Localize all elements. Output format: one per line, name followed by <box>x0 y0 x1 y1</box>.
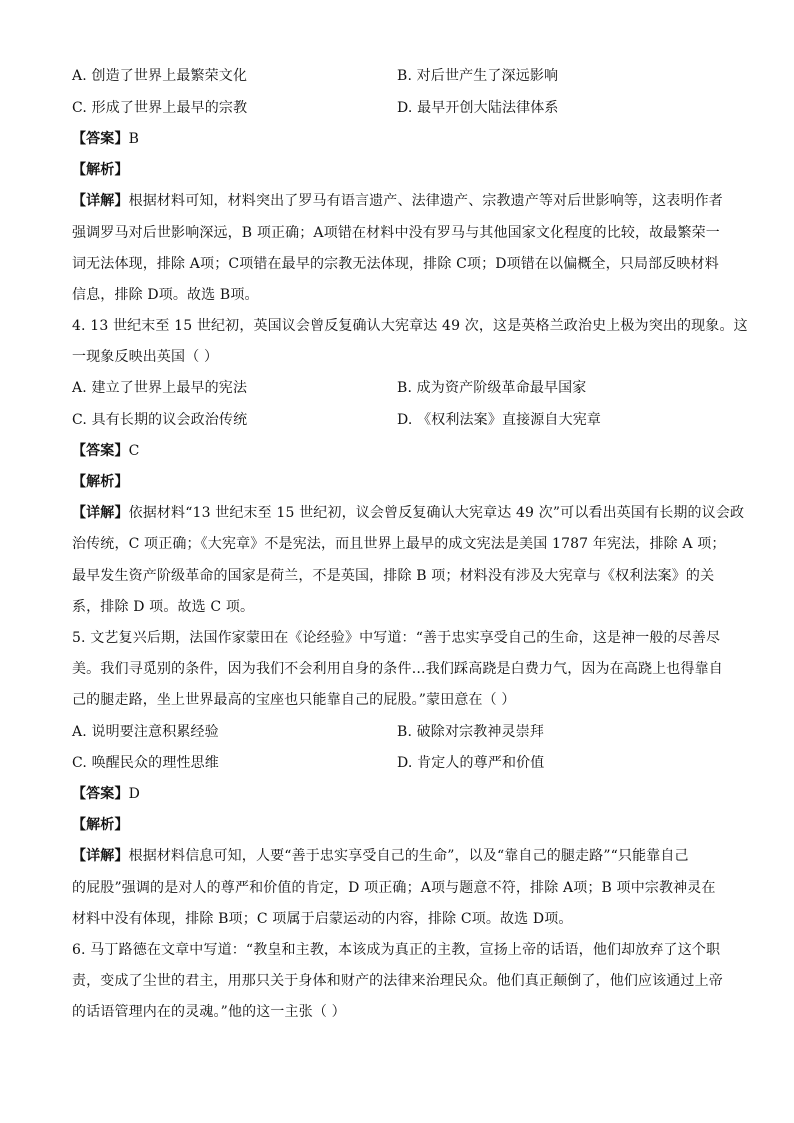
q4-detail-line-1 <box>72 504 745 522</box>
q5-detail-line-1 <box>72 847 732 865</box>
q3-analysis-heading: 【解析】 <box>72 162 129 178</box>
q4-detail-line-4: 系，排除 D 项。故选 C 项。 <box>72 599 255 615</box>
q4-stem-line-1: 4. 13 世纪末至 15 世纪初，英国议会曾反复确认大宪章达 49 次，这是英格兰政治史上极为突出的现象。这 <box>72 318 748 334</box>
answer-value: C <box>128 443 140 459</box>
q3-option-b: B. 对后世产生了深远影响 <box>397 68 559 84</box>
q5-stem-line-1: 5. 文艺复兴后期，法国作家蒙田在《论经验》中写道：“善于忠实享受自己的生命，这是神一般的尽善尽 <box>72 630 721 646</box>
answer-value: B <box>128 131 140 147</box>
q3-detail-line-3: 词无法体现，排除 A项；C项错在最早的宗教无法体现，排除 C项；D项错在以偏概全，只局部反映材料 <box>72 256 719 272</box>
q4-option-c: C. 具有长期的议会政治传统 <box>72 412 248 428</box>
q5-option-d: D. 肯定人的尊严和价值 <box>397 755 545 771</box>
q5-analysis-heading: 【解析】 <box>72 817 129 833</box>
detail-label: 【详解】 <box>72 848 129 864</box>
q3-detail-line-1 <box>72 192 732 210</box>
q5-option-a: A. 说明要注意积累经验 <box>72 724 219 740</box>
q5-answer <box>72 785 732 803</box>
q5-detail-line-3: 材料中没有体现，排除 B项；C 项属于启蒙运动的内容，排除 C项。故选 D项。 <box>72 911 573 927</box>
answer-label: 【答案】 <box>72 443 129 459</box>
detail-label: 【详解】 <box>72 193 129 209</box>
q4-option-d: D. 《权利法案》直接源自大宪章 <box>397 412 602 428</box>
q6-stem-line-1: 6. 马丁路德在文章中写道：“教皇和主教，本该成为真正的主教，宣扬上帝的话语，他们却放弃了这个职 <box>72 942 721 958</box>
detail-text: 依据材料“13 世纪末至 15 世纪初，议会曾反复确认大宪章达 49 次”可以看出英国有长期的议会政 <box>128 505 745 521</box>
q5-option-c: C. 唤醒民众的理性思维 <box>72 755 219 771</box>
answer-label: 【答案】 <box>72 131 129 147</box>
detail-label: 【详解】 <box>72 505 129 521</box>
q6-stem-line-2: 责，变成了尘世的君主，用那只关于身体和财产的法律来治理民众。他们真正颠倒了，他们应该通过上帝 <box>72 973 723 989</box>
q3-option-a: A. 创造了世界上最繁荣文化 <box>72 68 248 84</box>
q4-detail-line-2: 治传统，C 项正确；《大宪章》不是宪法，而且世界上最早的成文宪法是美国 1787 年宪法，排除 A 项； <box>72 536 726 552</box>
q4-option-a: A. 建立了世界上最早的宪法 <box>72 380 248 396</box>
q5-detail-line-2: 的屁股”强调的是对人的尊严和价值的肯定，D 项正确；A项与题意不符，排除 A项；B 项中宗教神灵在 <box>72 880 716 896</box>
q4-answer <box>72 442 732 460</box>
q3-option-c: C. 形成了世界上最早的宗教 <box>72 100 248 116</box>
detail-text: 根据材料信息可知，人要“善于忠实享受自己的生命”，以及“靠自己的腿走路”“只能靠自己 <box>128 848 689 864</box>
q3-detail-line-2: 强调罗马对后世影响深远，B 项正确；A项错在材料中没有罗马与其他国家文化程度的比较，故最繁荣一 <box>72 225 720 241</box>
answer-label: 【答案】 <box>72 786 129 802</box>
q3-option-d: D. 最早开创大陆法律体系 <box>397 100 559 116</box>
q4-stem-line-2: 一现象反映出英国（ ） <box>72 349 219 365</box>
q4-option-b: B. 成为资产阶级革命最早国家 <box>397 380 587 396</box>
q5-stem-line-2: 美。我们寻觅别的条件，因为我们不会利用自身的条件…我们踩高跷是白费力气，因为在高跷上也得靠自 <box>72 661 723 677</box>
detail-text: 根据材料可知，材料突出了罗马有语言遗产、法律遗产、宗教遗产等对后世影响等，这表明作者 <box>128 193 723 209</box>
q3-answer <box>72 130 732 148</box>
q4-detail-line-3: 最早发生资产阶级革命的国家是荷兰，不是英国，排除 B 项；材料没有涉及大宪章与《权利法案》的关 <box>72 568 715 584</box>
q3-detail-line-4: 信息，排除 D项。故选 B项。 <box>72 287 259 303</box>
q5-option-b: B. 破除对宗教神灵崇拜 <box>397 724 544 740</box>
q4-analysis-heading: 【解析】 <box>72 474 129 490</box>
q6-stem-line-3: 的话语管理内在的灵魂。”他的这一主张（ ） <box>72 1004 346 1020</box>
answer-value: D <box>128 786 140 802</box>
q5-stem-line-3: 己的腿走路，坐上世界最高的宝座也只能靠自己的屁股。”蒙田意在（ ） <box>72 692 516 708</box>
